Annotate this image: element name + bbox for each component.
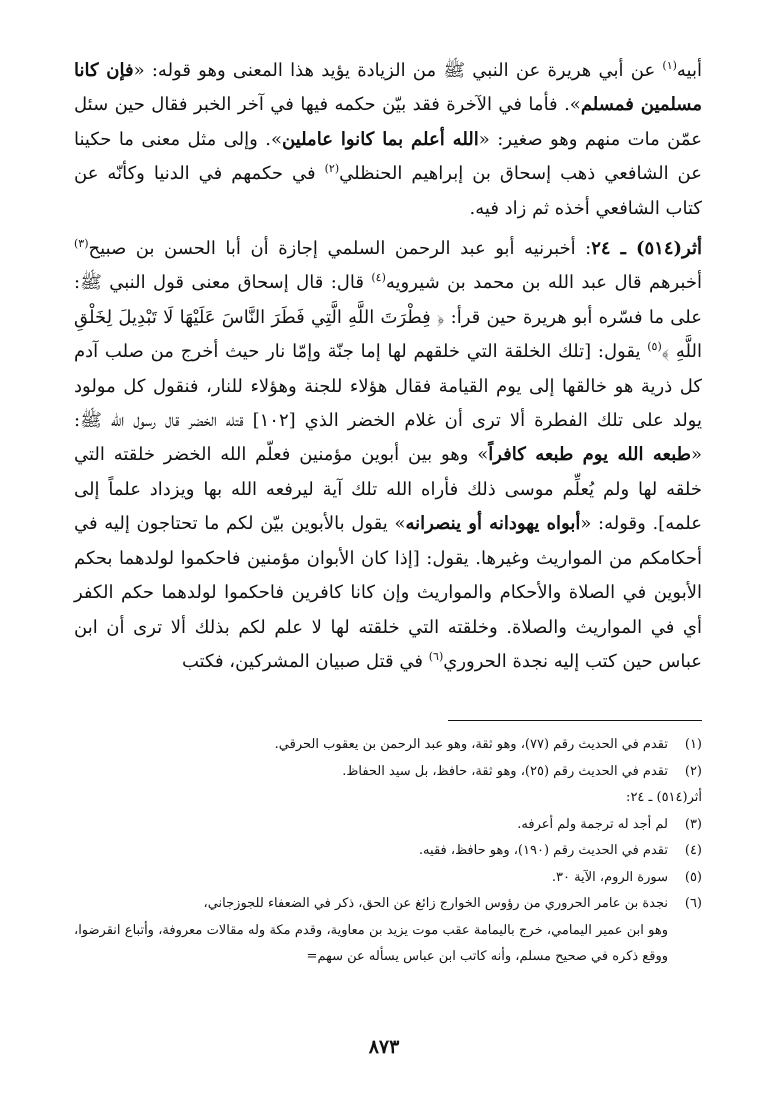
- footnote-heading: أثر(٥١٤) ـ ٢٤:: [626, 790, 702, 805]
- footnote-text: نجدة بن عامر الحروري من رؤوس الخوارج زائغ عن الحق، ذكر في الضعفاء للجوزجاني،: [203, 896, 668, 911]
- page-number: ٨٧٣: [368, 1036, 400, 1058]
- footnote-text: تقدم في الحديث رقم (٢٥)، وهو ثقة، حافظ، بل سيد الحفاظ.: [342, 763, 668, 779]
- text-run: يقول: [تلك الخلقة التي خلقهم لها إما جنّة وإمّا نار حيث أخرج من صلب آدم كل ذرية هو خالقها إلى يوم القيامة فقال هؤلاء للجنة وهؤلاء للنار، فنقول كل مولود يولد على تلك الفطرة ألا ترى أن غلام الخضر الذي [١٠٢] قتله الخضر قال رسول الله ﷺ: «: [74, 341, 703, 466]
- footnote-number: (٣): [684, 816, 702, 832]
- footnote-text: سورة الروم، الآية ٣٠.: [551, 869, 668, 885]
- footnote-text: تقدم في الحديث رقم (٧٧)، وهو ثقة، وهو عبد الرحمن بن يعقوب الحرقي.: [274, 737, 668, 752]
- text-run: أبيه: [676, 60, 702, 81]
- footnote-text: لم أجد له ترجمة ولم أعرفه.: [517, 816, 668, 832]
- footnote: [74, 891, 702, 918]
- bold-quote: أبواه يهودانه أو ينصرانه: [405, 513, 581, 535]
- text-run: ». وإلى مثل معنى ما حكينا عن الشافعي ذهب إسحاق بن إبراهيم الحنظلي: [74, 128, 702, 185]
- text-run: ». فأما في الآخرة فقد بيّن حكمه فيها في آخر الخبر فقال حين سئل عمّن مات منهم وهو صغير: «: [74, 94, 702, 150]
- text-run: عن أبي هريرة عن النبي ﷺ من الزيادة يؤيد هذا المعنى وهو قوله: «: [133, 60, 663, 81]
- bold-quote: أثر(٥١٤) ـ ٢٤: [591, 238, 702, 260]
- bold-quote: فإن كانا مسلمين فمسلم: [74, 60, 702, 116]
- text-run: أخبرهم قال عبد الله بن محمد بن شيرويه: [385, 272, 702, 294]
- paragraph: [74, 54, 702, 226]
- footnote-ref: (١): [662, 59, 677, 72]
- footnote: [74, 838, 702, 865]
- footnote: [74, 732, 702, 759]
- footnote-ref: (٤): [371, 271, 386, 285]
- footnote-number: (٦): [684, 896, 702, 911]
- text-run: قال: قال إسحاق معنى قول النبي ﷺ: على ما فسّره أبو هريرة حين قرأ: ﴿ فِطْرَتَ اللَّهِ الَّتِي فَطَرَ النَّاسَ عَلَيْهَا لَا تَبْدِيلَ لِخَلْقِ اللَّهِ ﴾: [74, 272, 703, 363]
- footnote-text: تقدم في الحديث رقم (١٩٠)، وهو حافظ، فقيه.: [418, 843, 668, 858]
- bold-quote: طبعه الله يوم طبعه كافراً: [488, 444, 691, 466]
- footnote-ref: (٣): [74, 237, 89, 251]
- text-run: في حكمهم في الدنيا وكأنّه عن كتاب الشافعي أخذه ثم زاد فيه.: [74, 163, 702, 219]
- footnote-number: (١): [684, 737, 702, 752]
- footnote-number: (٤): [684, 843, 702, 858]
- text-run: : أخبرنيه أبو عبد الرحمن السلمي إجازة أن أبا الحسن بن صبيح: [88, 238, 592, 260]
- footnote-number: (٥): [684, 869, 702, 885]
- paragraph: [74, 232, 702, 679]
- text-run: » يقول بالأبوين بيّن لكم ما تحتاجون إليه في أحكامكم من المواريث وغيرها. يقول: [إذا كان الأبوان مؤمنين فاحكموا لولدهما بحكم الأبوين في الصلاة والأحكام والمواريث وإن كانا كافرين فاحكموا لولدهما حكم الكفر أي في المواريث والصلاة. وخلقته التي خلقته لها لا علم لكم بذلك ألا ترى أن ابن عباس حين كتب إليه نجدة الحروري: [74, 513, 702, 672]
- footnote-number: (٢): [684, 763, 702, 779]
- footnote-ref: (٥): [647, 340, 662, 354]
- text-run: في قتل صبيان المشركين، فكتب: [181, 650, 429, 672]
- footnote-ref: (٦): [428, 649, 444, 663]
- footnote: [74, 865, 702, 892]
- text-run: » وهو بين أبوين مؤمنين فعلّم الله الخضر خلقته التي خلقه لها ولم يُعلِّم موسى ذلك فأراه الله تلك آية ليرفعه الله بها ويزداد علماً إلى علمه]. وقوله: «: [74, 444, 702, 535]
- footnote-separator: [448, 720, 702, 721]
- footnote-ref: (٢): [324, 162, 340, 176]
- footnote: [74, 812, 702, 839]
- footnotes: [74, 732, 702, 971]
- main-text: [74, 54, 702, 679]
- footnote: [74, 759, 702, 786]
- bold-quote: الله أعلم بما كانوا عاملين: [281, 128, 479, 150]
- footnote-continuation: وهو ابن عمير اليمامي، خرج باليمامة عقب موت يزيد بن معاوية، وقدم مكة وله مقالات معروفة، وأتباع انقرضوا، ووقع ذكره في صحيح مسلم، وأنه كاتب ابن عباس يسأله عن سهم=: [74, 922, 668, 964]
